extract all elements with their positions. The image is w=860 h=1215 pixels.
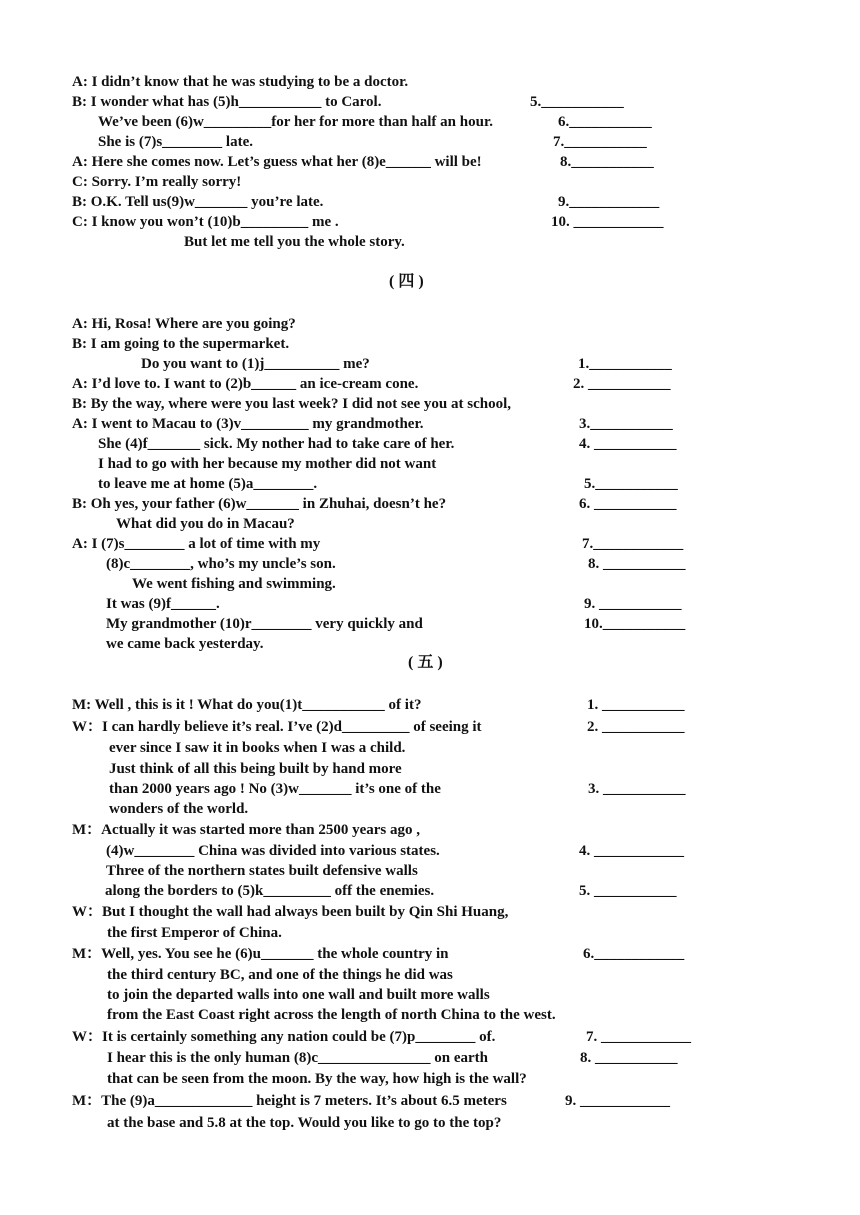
- dialogue-line: C: I know you won’t (10)b_________ me .: [72, 214, 339, 230]
- dialogue-line: M：Well, yes. You see he (6)u_______ the whole country in: [72, 946, 449, 962]
- dialogue-line: B: By the way, where were you last week? I did not see you at school,: [72, 396, 512, 412]
- dialogue-line: She (4)f_______ sick. My nother had to take care of her.: [98, 436, 455, 452]
- answer-blank[interactable]: 8. ___________: [588, 556, 686, 572]
- answer-blank[interactable]: 6.____________: [583, 946, 685, 962]
- dialogue-line: It was (9)f______.: [106, 596, 220, 612]
- answer-blank[interactable]: 6.___________: [558, 114, 652, 130]
- answer-blank[interactable]: 1.___________: [578, 356, 672, 372]
- dialogue-line: ever since I saw it in books when I was a child.: [109, 740, 406, 756]
- dialogue-line: B: Oh yes, your father (6)w_______ in Zhuhai, doesn’t he?: [72, 496, 447, 512]
- dialogue-line: the third century BC, and one of the things he did was: [107, 967, 453, 983]
- dialogue-line: W：It is certainly something any nation could be (7)p________ of.: [72, 1029, 496, 1045]
- answer-blank[interactable]: 10. ____________: [551, 214, 664, 230]
- answer-blank[interactable]: 2. ___________: [573, 376, 671, 392]
- answer-blank[interactable]: 5.___________: [530, 94, 624, 110]
- dialogue-line: (4)w________ China was divided into various states.: [106, 843, 440, 859]
- answer-blank[interactable]: 9.____________: [558, 194, 660, 210]
- answer-blank[interactable]: 3.___________: [579, 416, 673, 432]
- dialogue-line: A: I’d love to. I want to (2)b______ an ice-cream cone.: [72, 376, 419, 392]
- dialogue-line: A: Here she comes now. Let’s guess what her (8)e______ will be!: [72, 154, 482, 170]
- dialogue-line: Do you want to (1)j__________ me?: [141, 356, 370, 372]
- dialogue-line: wonders of the world.: [109, 801, 249, 817]
- dialogue-line: W：I can hardly believe it’s real. I’ve (2)d_________ of seeing it: [72, 719, 482, 735]
- dialogue-line: Three of the northern states built defensive walls: [106, 863, 418, 879]
- dialogue-line: M：The (9)a_____________ height is 7 meters. It’s about 6.5 meters: [72, 1093, 507, 1109]
- dialogue-line: along the borders to (5)k_________ off the enemies.: [105, 883, 435, 899]
- dialogue-line: B: I am going to the supermarket.: [72, 336, 290, 352]
- section-heading: ( 五 ): [408, 654, 443, 671]
- answer-blank[interactable]: 7.___________: [553, 134, 647, 150]
- dialogue-line: We’ve been (6)w_________for her for more than half an hour.: [98, 114, 493, 130]
- dialogue-line: M：Actually it was started more than 2500 years ago ,: [72, 822, 421, 838]
- answer-blank[interactable]: 9. ___________: [584, 596, 682, 612]
- dialogue-line: But let me tell you the whole story.: [184, 234, 405, 250]
- answer-blank[interactable]: 9. ____________: [565, 1093, 670, 1109]
- dialogue-line: What did you do in Macau?: [116, 516, 295, 532]
- dialogue-line: She is (7)s________ late.: [98, 134, 253, 150]
- answer-blank[interactable]: 7.____________: [582, 536, 684, 552]
- dialogue-line: to join the departed walls into one wall and built more walls: [107, 987, 490, 1003]
- dialogue-line: My grandmother (10)r________ very quickly and: [106, 616, 423, 632]
- answer-blank[interactable]: 1. ___________: [587, 697, 685, 713]
- dialogue-line: we came back yesterday.: [106, 636, 264, 652]
- answer-blank[interactable]: 2. ___________: [587, 719, 685, 735]
- dialogue-line: W：But I thought the wall had always been built by Qin Shi Huang,: [72, 904, 509, 920]
- answer-blank[interactable]: 8.___________: [560, 154, 654, 170]
- dialogue-line: the first Emperor of China.: [107, 925, 282, 941]
- dialogue-line: A: I (7)s________ a lot of time with my: [72, 536, 321, 552]
- answer-blank[interactable]: 7. ____________: [586, 1029, 691, 1045]
- answer-blank[interactable]: 5.___________: [584, 476, 678, 492]
- dialogue-line: B: O.K. Tell us(9)w_______ you’re late.: [72, 194, 324, 210]
- dialogue-line: (8)c________, who’s my uncle’s son.: [106, 556, 336, 572]
- dialogue-line: A: I went to Macau to (3)v_________ my grandmother.: [72, 416, 424, 432]
- dialogue-line: A: I didn’t know that he was studying to be a doctor.: [72, 74, 409, 90]
- dialogue-line: M: Well , this is it ! What do you(1)t___________ of it?: [72, 697, 422, 713]
- answer-blank[interactable]: 4. ____________: [579, 843, 684, 859]
- dialogue-line: than 2000 years ago ! No (3)w_______ it’s one of the: [109, 781, 441, 797]
- answer-blank[interactable]: 6. ___________: [579, 496, 677, 512]
- dialogue-line: Just think of all this being built by hand more: [109, 761, 402, 777]
- section-heading: ( 四 ): [389, 273, 424, 290]
- dialogue-line: C: Sorry. I’m really sorry!: [72, 174, 242, 190]
- dialogue-line: We went fishing and swimming.: [132, 576, 336, 592]
- dialogue-line: from the East Coast right across the length of north China to the west.: [107, 1007, 556, 1023]
- answer-blank[interactable]: 3. ___________: [588, 781, 686, 797]
- dialogue-line: I had to go with her because my mother did not want: [98, 456, 437, 472]
- answer-blank[interactable]: 8. ___________: [580, 1050, 678, 1066]
- dialogue-line: B: I wonder what has (5)h___________ to Carol.: [72, 94, 382, 110]
- dialogue-line: to leave me at home (5)a________.: [98, 476, 318, 492]
- dialogue-line: that can be seen from the moon. By the way, how high is the wall?: [107, 1071, 527, 1087]
- answer-blank[interactable]: 4. ___________: [579, 436, 677, 452]
- dialogue-line: at the base and 5.8 at the top. Would you like to go to the top?: [107, 1115, 502, 1131]
- answer-blank[interactable]: 10.___________: [584, 616, 686, 632]
- dialogue-line: A: Hi, Rosa! Where are you going?: [72, 316, 296, 332]
- dialogue-line: I hear this is the only human (8)c_______________ on earth: [107, 1050, 488, 1066]
- answer-blank[interactable]: 5. ___________: [579, 883, 677, 899]
